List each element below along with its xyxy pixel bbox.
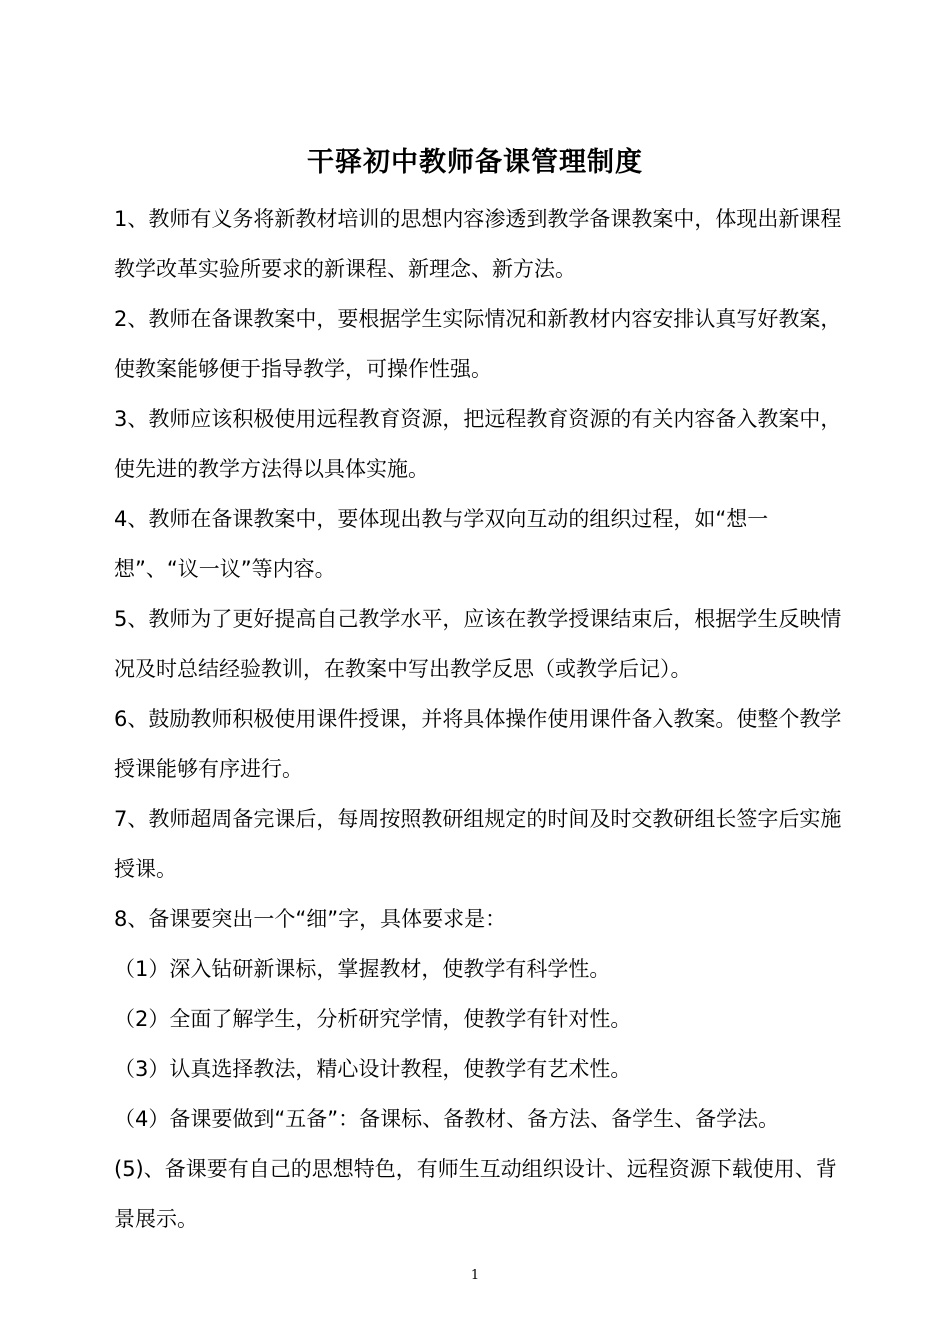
document-title: 干驿初中教师备课管理制度	[307, 147, 643, 178]
sub-item-2: （2）全面了解学生，分析研究学情，使教学有针对性。	[114, 1007, 632, 1031]
paragraph-5: 5、教师为了更好提高自己教学水平，应该在教学授课结束后，根据学生反映情况及时总结经验教训，在教案中写出教学反思（或教学后记）。	[114, 607, 842, 681]
sub-item-4: （4）备课要做到“五备”：备课标、备教材、备方法、备学生、备学法。	[114, 1107, 780, 1131]
sub-item-1: （1）深入钻研新课标，掌握教材，使教学有科学性。	[114, 957, 611, 981]
paragraph-4: 4、教师在备课教案中，要体现出教与学双向互动的组织过程，如“想一想”、“议一议”等内容。	[114, 507, 769, 581]
document-body	[114, 194, 842, 1244]
page-number: 1	[470, 1268, 480, 1283]
paragraph-2: 2、教师在备课教案中，要根据学生实际情况和新教材内容安排认真写好教案，使教案能够便于指导教学，可操作性强。	[114, 307, 842, 381]
paragraph-6: 6、鼓励教师积极使用课件授课，并将具体操作使用课件备入教案。使整个教学授课能够有序进行。	[114, 707, 842, 781]
paragraph-8: 8、备课要突出一个“细”字，具体要求是：	[114, 907, 507, 931]
paragraph-7: 7、教师超周备完课后，每周按照教研组规定的时间及时交教研组长签字后实施授课。	[114, 807, 842, 881]
sub-item-5: (5)、备课要有自己的思想特色，有师生互动组织设计、远程资源下载使用、背景展示。	[114, 1157, 837, 1231]
sub-item-3: （3）认真选择教法，精心设计教程，使教学有艺术性。	[114, 1057, 632, 1081]
paragraph-3: 3、教师应该积极使用远程教育资源，把远程教育资源的有关内容备入教案中，使先进的教学方法得以具体实施。	[114, 407, 842, 481]
paragraph-1: 1、教师有义务将新教材培训的思想内容渗透到教学备课教案中，体现出新课程教学改革实验所要求的新课程、新理念、新方法。	[114, 207, 842, 281]
